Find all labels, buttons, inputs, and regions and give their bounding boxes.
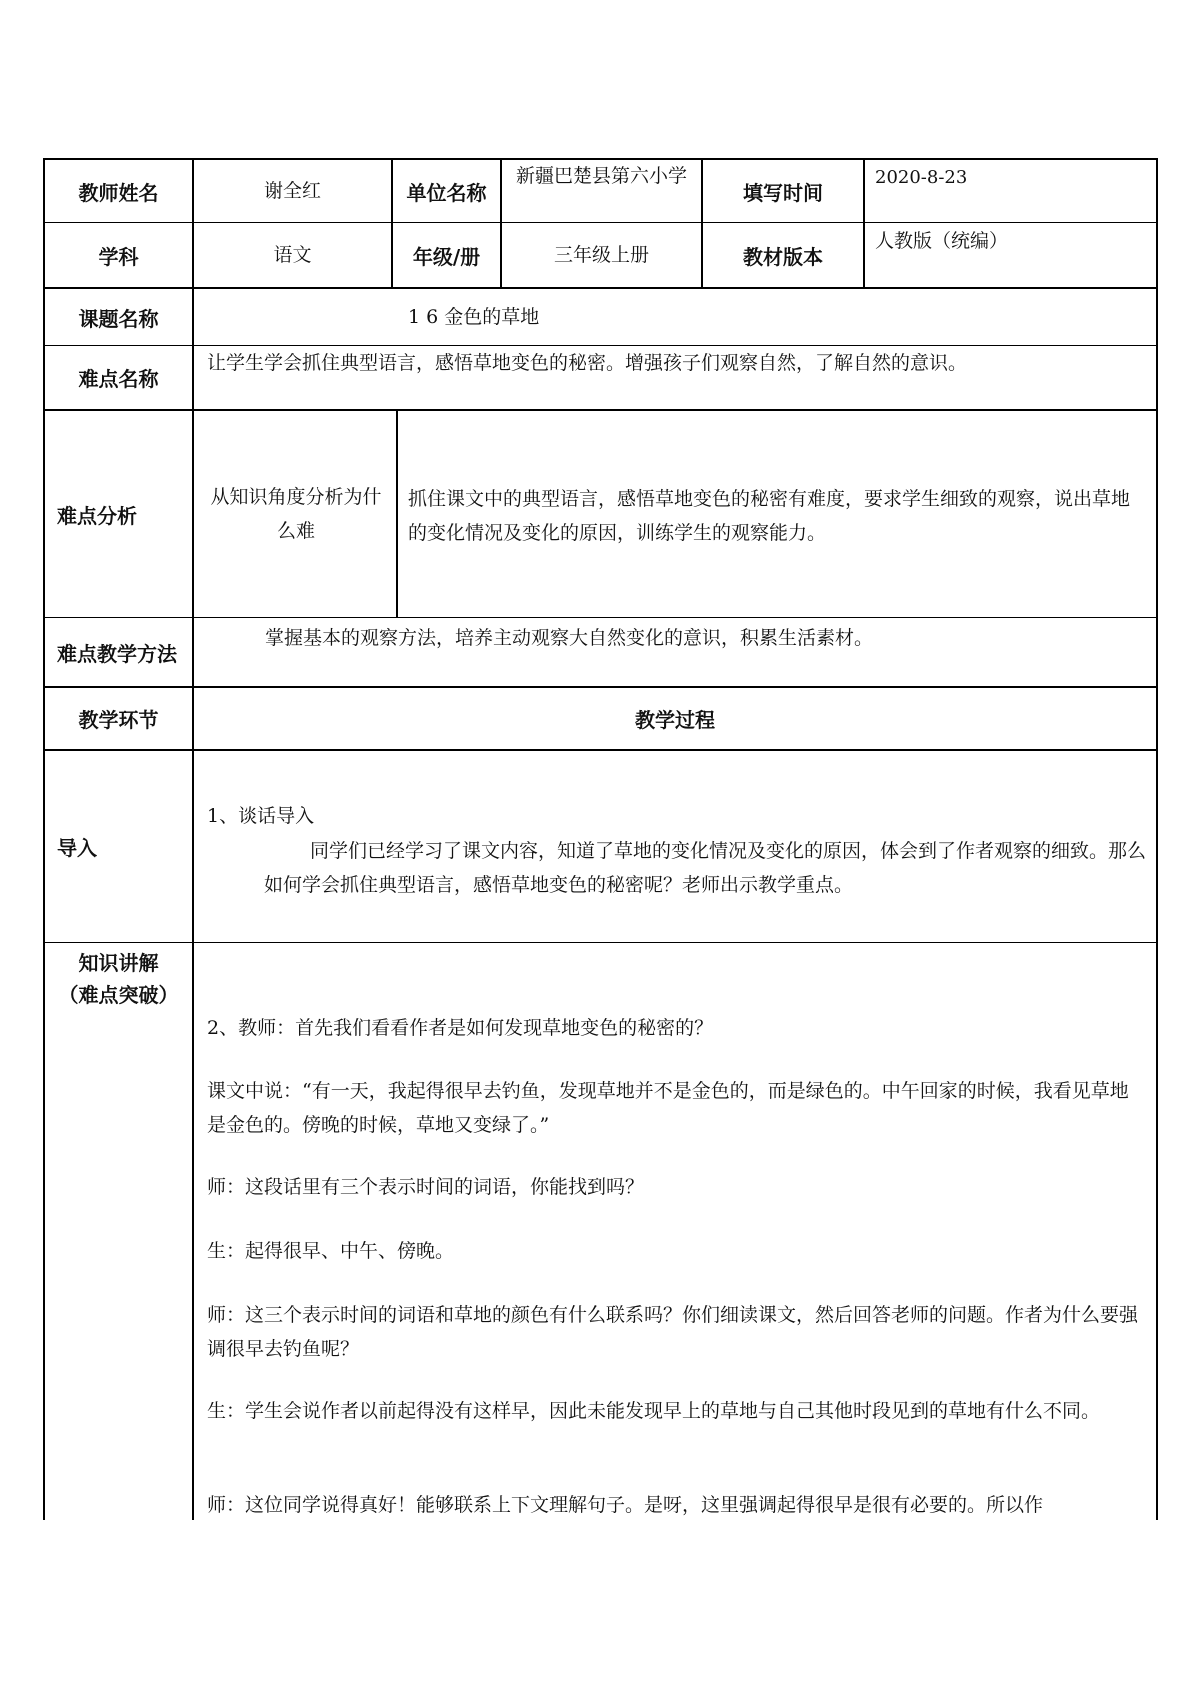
difficulty-name-value: 让学生学会抓住典型语言，感悟草地变色的秘密。增强孩子们观察自然，了解自然的意识。 <box>207 352 968 374</box>
difficulty-analysis-label: 难点分析 <box>57 503 137 528</box>
intro-text: 同学们已经学习了课文内容，知道了草地的变化情况及变化的原因，体会到了作者观察的细致。那么如何学会抓住典型语言，感悟草地变色的秘密呢？老师出示教学重点。 <box>264 840 1147 896</box>
unit-name-value: 新疆巴楚县第六小学 <box>515 165 687 187</box>
knowledge-paragraph: 课文中说：“有一天，我起得很早去钓鱼，发现草地并不是金色的，而是绿色的。中午回家的时候，我看见草地是金色的。傍晚的时候，草地又变绿了。” <box>207 1080 1129 1136</box>
fill-time-value: 2020-8-23 <box>875 167 968 188</box>
row-divider-8 <box>43 942 1158 943</box>
row-divider-5 <box>43 617 1158 618</box>
unit-name-label: 单位名称 <box>406 180 487 205</box>
knowledge-paragraph: 师：这位同学说得真好！能够联系上下文理解句子。是呀，这里强调起得很早是很有必要的。所以作 <box>207 1494 1044 1516</box>
table-border-right <box>1156 158 1158 1520</box>
row-divider-7 <box>43 749 1158 751</box>
grade-value: 三年级上册 <box>553 244 649 266</box>
subject-label: 学科 <box>98 244 139 269</box>
knowledge-paragraph: 师：这三个表示时间的词语和草地的颜色有什么联系吗？你们细读课文，然后回答老师的问题。作者为什么要强调很早去钓鱼呢？ <box>207 1304 1139 1360</box>
subject-value: 语文 <box>273 244 312 266</box>
textbook-label: 教材版本 <box>743 244 823 269</box>
knowledge-paragraph: 2、教师：首先我们看看作者是如何发现草地变色的秘密的？ <box>207 1017 714 1039</box>
method-text: 掌握基本的观察方法，培养主动观察大自然变化的意识，积累生活素材。 <box>265 627 874 649</box>
teaching-process-header: 教学过程 <box>635 708 715 732</box>
intro-heading: 1、谈话导入 <box>207 805 315 827</box>
textbook-value: 人教版（统编） <box>875 230 1009 252</box>
teaching-stage-header: 教学环节 <box>78 708 159 732</box>
knowledge-label-line2: （难点突破） <box>58 982 179 1007</box>
topic-label: 课题名称 <box>78 306 159 331</box>
fill-time-label: 填写时间 <box>743 180 823 205</box>
analysis-text: 抓住课文中的典型语言，感悟草地变色的秘密有难度，要求学生细致的观察，说出草地的变化情况及变化的原因，训练学生的观察能力。 <box>408 488 1131 544</box>
teacher-name-label: 教师姓名 <box>78 180 159 205</box>
knowledge-paragraph: 师：这段话里有三个表示时间的词语，你能找到吗？ <box>207 1176 645 1198</box>
knowledge-label-line1: 知识讲解 <box>78 950 159 975</box>
knowledge-paragraph: 生：起得很早、中午、傍晚。 <box>207 1240 455 1262</box>
grade-label: 年级/册 <box>412 244 481 269</box>
row-divider-3 <box>43 345 1158 346</box>
analysis-sub-divider <box>396 409 398 617</box>
topic-value: 1 6 金色的草地 <box>408 306 540 328</box>
analysis-sub-label: 从知识角度分析为什么难 <box>210 486 382 542</box>
difficulty-name-label: 难点名称 <box>78 367 159 391</box>
method-label: 难点教学方法 <box>57 641 177 666</box>
teacher-name-value: 谢全红 <box>263 180 321 202</box>
label-column-divider <box>192 158 194 1520</box>
intro-label: 导入 <box>57 836 97 860</box>
knowledge-paragraph: 生：学生会说作者以前起得没有这样早，因此未能发现早上的草地与自己其他时段见到的草地有什么不同。 <box>207 1400 1101 1422</box>
